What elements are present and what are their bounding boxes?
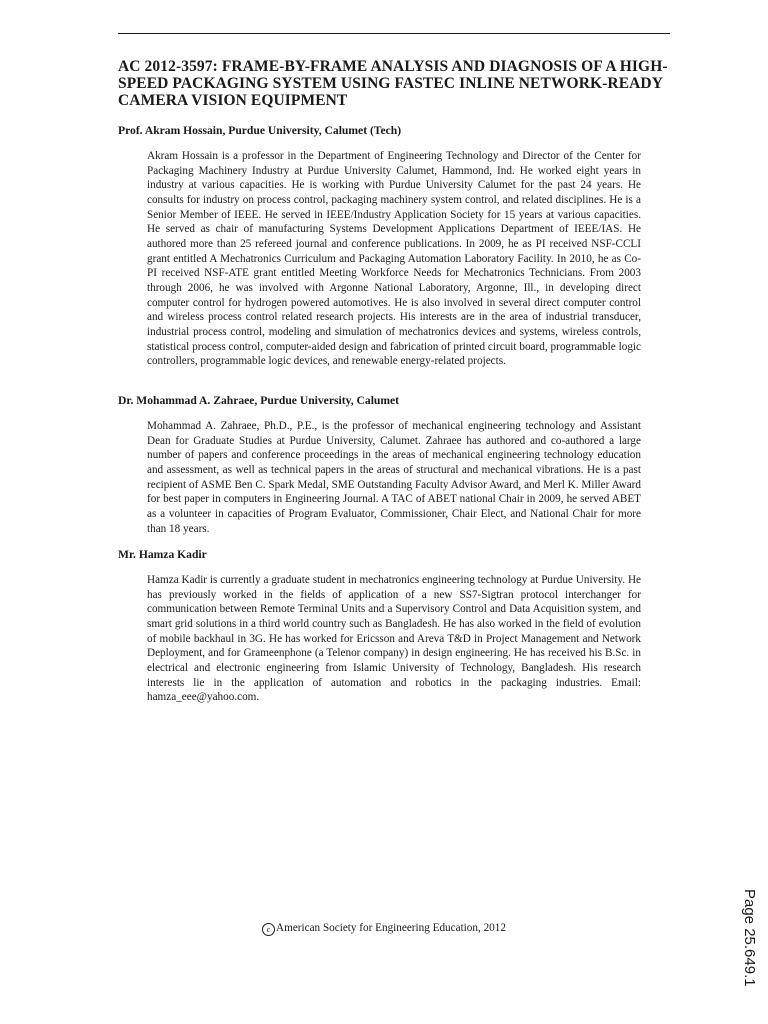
author-bio-hossain: Akram Hossain is a professor in the Department of Engineering Technology and Director of the Center for Packaging Machinery Industry at Purdue University Calumet, Hammond, Ind. He worked eight years in industry at various capacities. He is working with Purdue University Calumet for the past 24 years. He consults for industry on process control, packaging machinery system control, and related disciplines. He is a Senior Member of IEEE. He served in IEEE/Industry Application Society for 15 years at various capacities. He served as chair of manufacturing Systems Development Applications Department of IEEE/IAS. He authored more than 25 refereed journal and conference publications. In 2009, he as PI received NSF-CCLI grant entitled A Mechatronics Curriculum and Packaging Automation Laboratory Facility. In 2010, he as Co-PI received NSF-ATE grant entitled Meeting Workforce Needs for Mechatronics Technicians. From 2003 through 2006, he was involved with Argonne National Laboratory, Argonne, Ill., in developing direct computer control for hydrogen powered automotives. He is also involved in several direct computer control and wireless process control related research projects. His interests are in the area of industrial transducer, industrial process control, modeling and simulation of mechatronics devices and systems, wireless controls, statistical process control, computer-aided design and fabrication of printed circuit board, programmable logic controllers, programmable logic devices, and renewable energy-related projects. xyxy=(147,150,641,368)
author-heading-kadir: Mr. Hamza Kadir xyxy=(118,548,207,561)
footer xyxy=(0,921,768,936)
footer-text: American Society for Engineering Education, 2012 xyxy=(276,922,506,934)
author-heading-hossain: Prof. Akram Hossain, Purdue University, Calumet (Tech) xyxy=(118,124,402,137)
top-rule xyxy=(118,33,670,34)
copyright-icon: c xyxy=(262,923,275,936)
page-label-text: Page 25.649.1 xyxy=(741,889,758,987)
author-bio-zahraee: Mohammad A. Zahraee, Ph.D., P.E., is the professor of mechanical engineering technology and Assistant Dean for Graduate Studies at Purdue University, Calumet. Zahraee has authored and co-authored a large number of papers and conference proceedings in the areas of mechanical engineering technology education and assessment, as well as technical papers in the areas of structural and mechanical vibrations. He is a past recipient of ASME Ben C. Spark Medal, SME Outstanding Faculty Advisor Award, and Merl K. Miller Award for best paper in computers in Engineering Journal. A TAC of ABET national Chair in 2009, he served ABET as a volunteer in capacities of Program Evaluator, Commissioner, Chair Elect, and National Chair for more than 18 years. xyxy=(147,420,641,535)
author-heading-zahraee: Dr. Mohammad A. Zahraee, Purdue University, Calumet xyxy=(118,394,400,407)
page-label xyxy=(737,889,761,993)
author-bio-kadir: Hamza Kadir is currently a graduate student in mechatronics engineering technology at Purdue University. He has previously worked in the fields of application of a new SS7-Sigtran protocol interchanger for communication between Remote Terminal Units and a Supervisory Control and Data Acquisition system, and smart grid solutions in a third world country such as Bangladesh. He has also worked in the field of evolution of mobile backhaul in 3G. He has worked for Ericsson and Areva T&D in Project Management and Network Deployment, and for Grameenphone (a Telenor company) in design engineering. He has received his B.Sc. in electrical and electronic engineering from Islamic University of Technology, Bangladesh. His research interests lie in the application of automation and robotics in the packaging industries. Email: hamza_eee@yahoo.com. xyxy=(147,574,641,704)
paper-title: AC 2012-3597: FRAME-BY-FRAME ANALYSIS AND DIAGNOSIS OF A HIGH-SPEED PACKAGING SYSTEM USING FASTEC INLINE NETWORK-READY CAMERA VISION EQUIPMENT xyxy=(118,58,668,109)
